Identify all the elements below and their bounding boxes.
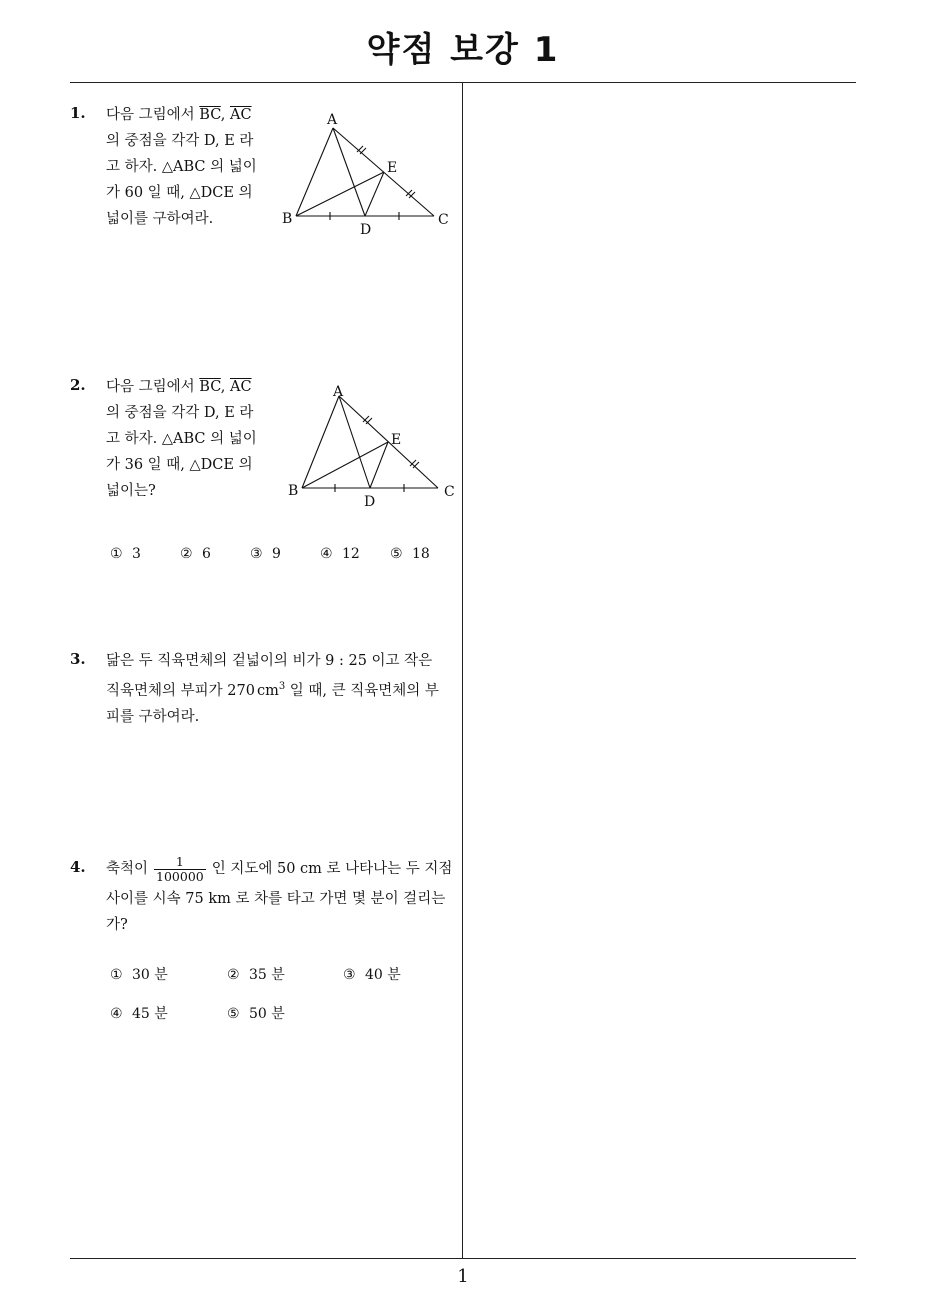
choice-2[interactable]: ② 35 분 <box>227 967 285 983</box>
choice-5[interactable]: ⑤ 18 <box>390 546 430 562</box>
choice-4[interactable]: ④ 12 <box>320 546 360 562</box>
question-2-text: 다음 그림에서 $\overline{BC}$, $\overline{AC}$ 의 중점을 각각 D, E 라 고 하자. △ABC 의 넓이 가 36 일 때, △DCE 의 넓이는? <box>106 379 257 499</box>
page-title: 약점 보강 1 <box>366 30 560 70</box>
choice-3[interactable]: ③ 9 <box>250 546 281 562</box>
question-1-text: 다음 그림에서 $\overline{BC}$, $\overline{AC}$ 의 중점을 각각 D, E 라 고 하자. △ABC 의 넓이 가 60 일 때, △DCE 의 넓이를 구하여라. <box>106 107 257 227</box>
label-b: B <box>282 211 293 227</box>
label-a: A <box>333 384 344 400</box>
choice-4[interactable]: ④ 45 분 <box>110 1006 168 1022</box>
label-c: C <box>438 212 449 228</box>
segment-ac: $\overline{AC}$ <box>230 107 252 123</box>
label-a: A <box>327 112 338 128</box>
question-1-number: 1. <box>70 104 86 122</box>
segment-ac: $\overline{AC}$ <box>230 379 252 395</box>
question-2-number: 2. <box>70 376 86 394</box>
question-1-triangle-figure <box>278 108 458 240</box>
question-3-text: 닮은 두 직육면체의 겉넓이의 비가 9 : 25 이고 작은 직육면체의 부피가 270 $cm^3$ 일 때, 큰 직육면체의 부 피를 구하여라. <box>106 653 439 725</box>
choice-5[interactable]: ⑤ 50 분 <box>227 1006 285 1022</box>
segment-bc: $\overline{BC}$ <box>199 107 221 123</box>
label-e: E <box>391 432 402 448</box>
label-e: E <box>387 160 398 176</box>
column-divider <box>462 82 463 1258</box>
question-3-number: 3. <box>70 650 86 668</box>
question-4-number: 4. <box>70 858 86 876</box>
label-d: D <box>364 494 376 510</box>
top-divider <box>70 82 856 83</box>
question-2-triangle-figure <box>284 380 464 512</box>
page-number: 1 <box>457 1266 469 1287</box>
label-d: D <box>360 222 372 238</box>
choice-2[interactable]: ② 6 <box>180 546 211 562</box>
scale-fraction: $\frac{1}{100000}$ <box>156 853 204 884</box>
choice-1[interactable]: ① 30 분 <box>110 967 168 983</box>
label-b: B <box>288 483 299 499</box>
choice-1[interactable]: ① 3 <box>110 546 141 562</box>
bottom-divider <box>70 1258 856 1259</box>
choice-3[interactable]: ③ 40 분 <box>343 967 401 983</box>
segment-bc: $\overline{BC}$ <box>199 379 221 395</box>
question-4-text: 축척이 $\frac{1}{100000}$ 인 지도에 50 cm 로 나타나는 두 지점 사이를 시속 75 km 로 차를 타고 가면 몇 분이 걸리는 가? <box>106 853 453 933</box>
label-c: C <box>444 484 455 500</box>
